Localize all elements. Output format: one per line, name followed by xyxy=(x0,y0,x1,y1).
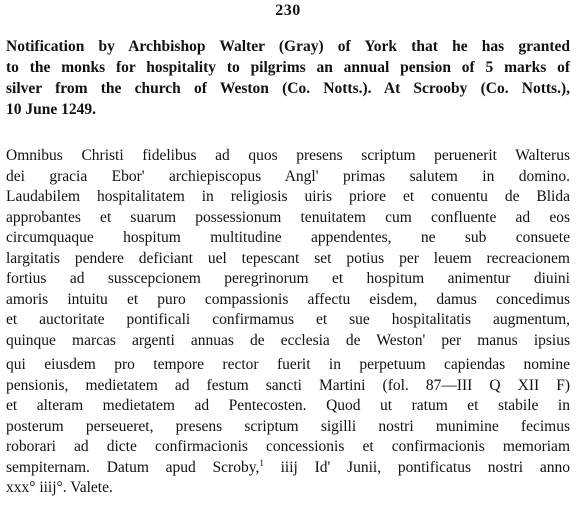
body-line: posterum perseueret, presens scriptum sigilli nostri munimine fecimus xyxy=(6,417,570,435)
body-line-with-footnote xyxy=(6,458,570,479)
body-line: fortius ad susscepcionem peregrinorum et hospitum animentur diuini xyxy=(6,270,570,287)
body-line: largitatis pendere deficiant uel tepescant set potius per leuem recreacionem xyxy=(6,249,570,267)
body-line: circumquaque hospitum multitudine appendentes, ne sub consuete xyxy=(6,229,570,246)
body-line: dei gracia Ebor' archiepiscopus Angl' primas salutem in domino. xyxy=(6,167,570,185)
body-line: et auctoritate pontificali confirmamus et sue hospitalitatis augmentum, xyxy=(6,311,570,328)
heading-line: to the monks for hospitality to pilgrims an annual pension of 5 marks of xyxy=(6,59,570,76)
charter-text xyxy=(6,146,570,499)
body-line: qui eiusdem pro tempore rector fuerit in perpetuum capiendas nomine xyxy=(6,356,570,373)
page-number: 230 xyxy=(275,2,301,19)
body-line: quinque marcas argenti annuas de ecclesia de Weston' per manus ipsius xyxy=(6,331,570,349)
body-line-text: sempiternam. Datum apud Scroby, xyxy=(6,458,260,476)
body-line: Laudabilem hospitalitatem in religiosis uiris priore et conuentu de Blida xyxy=(6,188,570,205)
body-line-text: iiij Id' Junii, pontificatus nostri anno xyxy=(263,458,570,476)
body-line: et alteram medietatem ad Pentecosten. Quod ut ratum et stabile in xyxy=(6,397,570,414)
charter-heading xyxy=(6,36,570,120)
body-line: Omnibus Christi fidelibus ad quos presens scriptum peruenerit Walterus xyxy=(6,147,570,164)
body-line: approbantes et suarum possessionum tenuitatem cum confluente ad eos xyxy=(6,208,570,226)
body-line: xxx° iiij°. Valete. xyxy=(6,479,113,496)
heading-line: 10 June 1249. xyxy=(6,101,96,118)
heading-line: silver from the church of Weston (Co. Notts.). At Scrooby (Co. Notts.), xyxy=(6,80,570,97)
body-line: amoris intuitu et puro compassionis affectu eisdem, damus concedimus xyxy=(6,290,570,308)
body-line: pensionis, medietatem ad festum sancti Martini (fol. 87—III Q XII F) xyxy=(6,376,570,394)
body-line: roborari ad dicte confirmacionis concessionis et confirmacionis memoriam xyxy=(6,438,570,455)
heading-line: Notification by Archbishop Walter (Gray) of York that he has granted xyxy=(6,38,570,55)
footnote-marker[interactable]: 1 xyxy=(259,457,264,468)
